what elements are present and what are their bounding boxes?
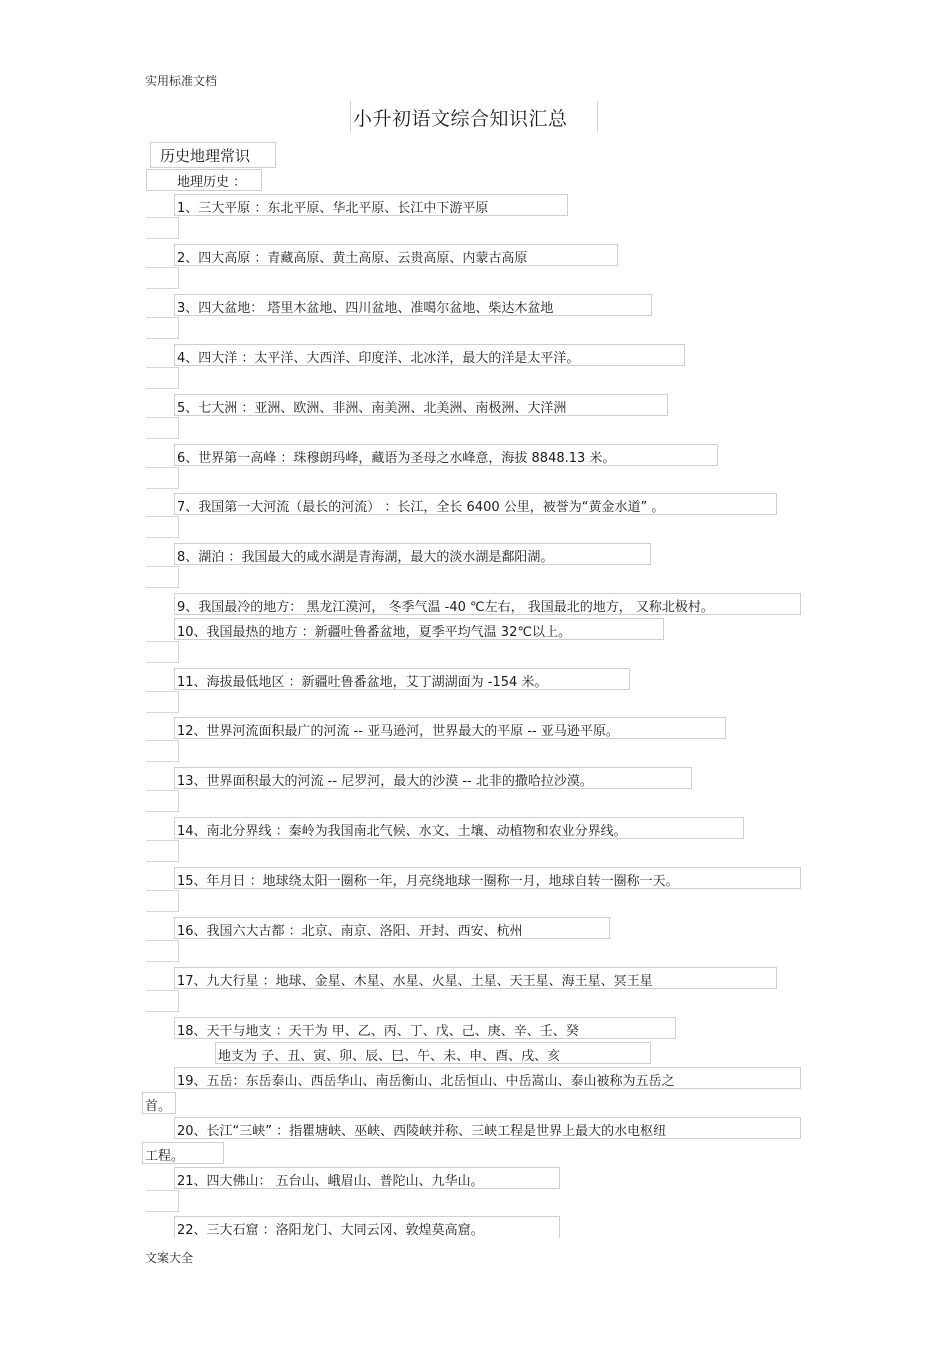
blank-line-frame xyxy=(146,641,179,663)
page-footer: 文案大全 xyxy=(145,1251,194,1265)
blank-line-frame xyxy=(146,566,179,588)
list-item: 17、九大行星 ：地球、金星、木星、水星、火星、土星、天王星、海王星、冥王星 xyxy=(177,974,653,989)
blank-line-frame xyxy=(146,740,179,762)
list-item: 11、海拔最低地区 ：新疆吐鲁番盆地，艾丁湖湖面为 -154 米。 xyxy=(177,675,548,690)
list-item: 2、四大高原 ：青藏高原、黄土高原、云贵高原、内蒙古高原 xyxy=(177,251,528,266)
list-item: 1、三大平原 ：东北平原、华北平原、长江中下游平原 xyxy=(177,201,489,216)
list-item: 20、长江“三峡” ：指瞿塘峡、巫峡、西陵峡并称、三峡工程是世界上最大的水电枢纽 xyxy=(177,1124,667,1139)
section-heading: 历史地理常识 xyxy=(160,147,251,165)
blank-line-frame xyxy=(146,691,179,713)
blank-line-frame xyxy=(146,417,179,439)
blank-line-frame xyxy=(146,217,179,239)
blank-line-frame xyxy=(146,267,179,289)
blank-line-frame xyxy=(146,516,179,538)
blank-line-frame xyxy=(146,317,179,339)
list-item: 16、我国六大古都 ：北京、南京、洛阳、开封、西安、杭州 xyxy=(177,924,523,939)
list-item: 9、我国最冷的地方： 黑龙江漠河， 冬季气温 -40 ℃左右， 我国最北的地方， 又称北极村。 xyxy=(177,600,714,615)
list-item: 8、湖泊 ：我国最大的咸水湖是青海湖，最大的淡水湖是鄱阳湖。 xyxy=(177,550,554,565)
page-header: 实用标准文档 xyxy=(145,74,218,88)
page-title: 小升初语文综合知识汇总 xyxy=(353,108,568,130)
list-item: 3、四大盆地： 塔里木盆地、四川盆地、准噶尔盆地、柴达木盆地 xyxy=(177,301,554,316)
list-item: 首。 xyxy=(145,1099,172,1114)
list-item: 地支为 子、丑、寅、卯、辰、巳、午、未、申、酉、戌、亥 xyxy=(218,1049,561,1064)
blank-line-frame xyxy=(146,1190,179,1212)
list-item: 13、世界面积最大的河流 -- 尼罗河，最大的沙漠 -- 北非的撒哈拉沙漠。 xyxy=(177,774,593,789)
blank-line-frame xyxy=(146,840,179,862)
list-item: 5、七大洲 ：亚洲、欧洲、非洲、南美洲、北美洲、南极洲、大洋洲 xyxy=(177,401,567,416)
blank-line-frame xyxy=(146,890,179,912)
blank-line-frame xyxy=(146,940,179,962)
list-item: 18、天干与地支 ：天干为 甲、乙、丙、丁、戊、己、庚、辛、壬、癸 xyxy=(177,1024,579,1039)
blank-line-frame xyxy=(146,467,179,489)
list-item: 10、我国最热的地方 ：新疆吐鲁番盆地，夏季平均气温 32℃以上。 xyxy=(177,625,571,640)
blank-line-frame xyxy=(146,990,179,1012)
blank-line-frame xyxy=(146,790,179,812)
list-item: 14、南北分界线 ：秦岭为我国南北气候、水文、土壤、动植物和农业分界线。 xyxy=(177,824,627,839)
list-item: 6、世界第一高峰 ：珠穆朗玛峰，藏语为圣母之水峰意，海拔 8848.13 米。 xyxy=(177,451,616,466)
subsection-heading: 地理历史 ： xyxy=(177,175,247,190)
list-item: 22、三大石窟 ：洛阳龙门、大同云冈、敦煌莫高窟。 xyxy=(177,1223,484,1238)
list-item: 12、世界河流面积最广的河流 -- 亚马逊河，世界最大的平原 -- 亚马逊平原。 xyxy=(177,724,619,739)
list-item: 7、我国第一大河流（最长的河流） ：长江，全长 6400 公里，被誉为“黄金水道” 。 xyxy=(177,500,665,515)
list-item: 15、年月日 ：地球绕太阳一圈称一年，月亮绕地球一圈称一月，地球自转一圈称一天。 xyxy=(177,874,679,889)
list-item: 工程。 xyxy=(145,1149,185,1164)
blank-line-frame xyxy=(146,367,179,389)
list-item: 21、四大佛山： 五台山、峨眉山、普陀山、九华山。 xyxy=(177,1174,484,1189)
list-item: 19、五岳：东岳泰山、西岳华山、南岳衡山、北岳恒山、中岳嵩山、泰山被称为五岳之 xyxy=(177,1074,675,1089)
list-item: 4、四大洋 ：太平洋、大西洋、印度洋、北冰洋，最大的洋是太平洋。 xyxy=(177,351,580,366)
